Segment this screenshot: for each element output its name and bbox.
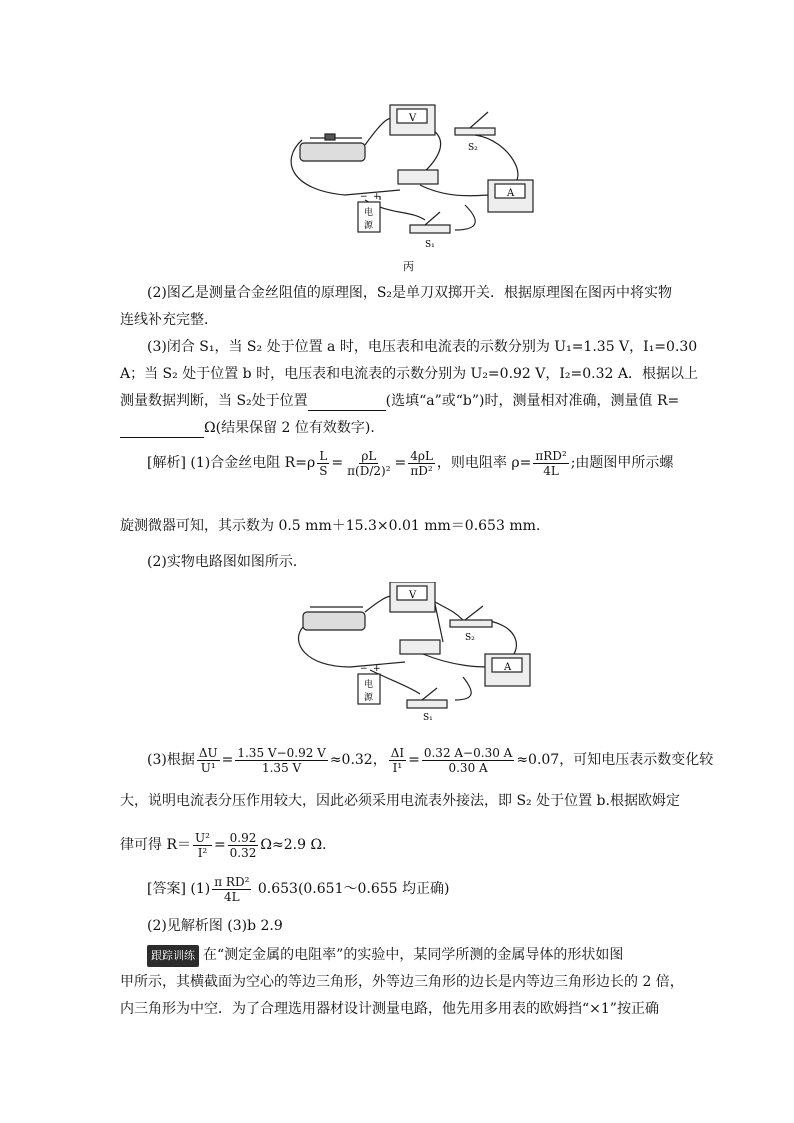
voltmeter-label-2: V [409, 590, 417, 601]
du-rhs-num: 1.35 V−0.92 V [237, 745, 326, 760]
q3-line3-prefix: 测量数据判断，当 S₂处于位置 [120, 393, 308, 409]
answer-frac-num: π RD² [214, 874, 250, 889]
source-minus-2: − [360, 664, 368, 674]
eq3: = [221, 752, 234, 768]
di-den: I¹ [392, 760, 403, 775]
figure-caption: 丙 [403, 260, 414, 273]
frac-di [389, 746, 406, 775]
q3-blank-position[interactable] [308, 410, 386, 411]
frac-l-num: L [319, 448, 328, 463]
q3-line3-suffix: (选填“a”或“b”)时，测量相对准确，测量值 R= [385, 393, 680, 409]
du-den: U¹ [200, 760, 216, 775]
u2-num: U² [195, 830, 210, 845]
answer-line2: (2)见解析图 (3)b 2.9 [147, 918, 283, 934]
analysis-line5: 大，说明电流表分压作用较大，因此必须采用电流表外接法，即 S₂ 处于位置 b.根据欧姆定 [120, 793, 680, 809]
ammeter-label: A [507, 188, 515, 199]
line6-tail: Ω≈2.9 Ω. [260, 837, 327, 853]
analysis-line4 [147, 745, 714, 775]
s1-label-2: S₁ [423, 713, 433, 722]
source-label-2a: 电 [364, 680, 374, 690]
followup-line2: 甲所示，其横截面为空心的等边三角形，外等边三角形的边长是内等边三角形边长的 2 倍， [120, 974, 684, 990]
q3-line2: A；当 S₂ 处于位置 b 时，电压表和电流表的示数分别为 U₂=0.92 V，I₂=0.32 A．根据以上 [120, 366, 699, 382]
du-num: ΔU [198, 745, 218, 760]
frac-val [228, 831, 259, 860]
answer-label: [答案] [147, 881, 186, 897]
val-num: 0.92 [229, 830, 257, 845]
frac-du-rhs [235, 746, 327, 775]
analysis-p1-prefix: (1)合金丝电阻 R=ρ [190, 455, 316, 471]
source-plus: + [373, 192, 381, 202]
analysis-then: ，则电阻率 ρ= [436, 455, 532, 471]
frac-l-over-s [317, 449, 329, 478]
frac-di-rhs [422, 746, 514, 775]
followup-text1: 在“测定金属的电阻率”的实验中，某同学所测的金属导体的形状如图 [203, 947, 624, 963]
q3-line4 [120, 418, 680, 438]
eq4: = [408, 752, 420, 768]
followup-line3: 内三角形为中空．为了合理选用器材设计测量电路，他先用多用表的欧姆挡“×1”按正确 [120, 1001, 659, 1017]
answer-frac-den: 4L [224, 889, 240, 904]
circuit-figure-bing [280, 100, 540, 275]
eq2: = [394, 455, 407, 471]
q3-line3 [120, 391, 680, 411]
q2-line1: (2)图乙是测量合金丝阻值的原理图，S₂是单刀双掷开关．根据原理图在图丙中将实物 [147, 285, 673, 301]
source-plus-2: + [373, 664, 381, 674]
di-rhs-num: 0.32 A−0.30 A [423, 745, 513, 760]
answer-frac [212, 875, 251, 904]
circuit-figure-answer [295, 582, 535, 722]
frac-rho-num: ρL [361, 448, 377, 463]
frac-rho-den: π(D/2)² [347, 463, 391, 478]
s2-label-2: S₂ [465, 633, 475, 643]
followup-line1 [147, 945, 707, 967]
frac-pi-num: πRD² [535, 448, 567, 463]
source-label-1: 电 [364, 208, 374, 218]
s1-label: S₁ [425, 240, 435, 250]
val-den: 0.32 [229, 845, 257, 860]
frac-du [197, 746, 220, 775]
q3-line4-text: Ω(结果保留 2 位有效数字). [204, 420, 375, 436]
di-num: ΔI [390, 745, 405, 760]
analysis-label: [解析] [147, 455, 186, 471]
source-label-2b: 源 [364, 693, 374, 703]
q3-blank-resistance[interactable] [120, 437, 204, 438]
answer-line1 [147, 874, 707, 904]
frac-l-den: S [319, 463, 328, 478]
du-rhs-den: 1.35 V [261, 760, 302, 775]
di-rhs-den: 0.30 A [448, 760, 488, 775]
frac-rho [345, 449, 392, 478]
q2-line2: 连线补充完整． [120, 312, 218, 328]
analysis-line6 [120, 830, 680, 860]
voltmeter-label: V [409, 113, 417, 124]
eq1: = [331, 455, 344, 471]
frac-4rho-den: πD² [410, 463, 433, 478]
frac-4rho-num: 4ρL [410, 448, 433, 463]
frac-rho-result [533, 449, 568, 478]
analysis-tail: ;由题图甲所示螺 [570, 455, 674, 471]
eq5: = [213, 837, 226, 853]
analysis-line2: 旋测微器可知，其示数为 0.5 mm＋15.3×0.01 mm＝0.653 mm. [120, 518, 541, 534]
answer-p1: (1) [190, 881, 211, 897]
di-result: ≈0.07，可知电压表示数变化较 [516, 752, 714, 768]
frac-u2 [193, 831, 212, 860]
analysis-line3: (2)实物电路图如图所示． [147, 554, 307, 570]
p3-prefix: (3)根据 [147, 752, 195, 768]
s2-label: S₂ [468, 143, 478, 153]
u2-den: I² [197, 845, 208, 860]
ammeter-label-2: A [504, 662, 512, 673]
frac-4rho [408, 449, 435, 478]
du-result: ≈0.32， [329, 752, 387, 768]
analysis-line1 [147, 448, 707, 478]
answer-p1-tail: 0.653(0.651～0.655 均正确) [257, 881, 450, 897]
line6-prefix: 律可得 R＝ [120, 837, 191, 853]
q3-line1: (3)闭合 S₁，当 S₂ 处于位置 a 时，电压表和电流表的示数分别为 U₁=1.35 V，I₁=0.30 [147, 339, 698, 355]
source-label-2: 源 [364, 221, 374, 231]
source-minus: − [360, 192, 368, 202]
followup-badge: 跟踪训练 [147, 945, 199, 967]
frac-pi-den: 4L [543, 463, 559, 478]
